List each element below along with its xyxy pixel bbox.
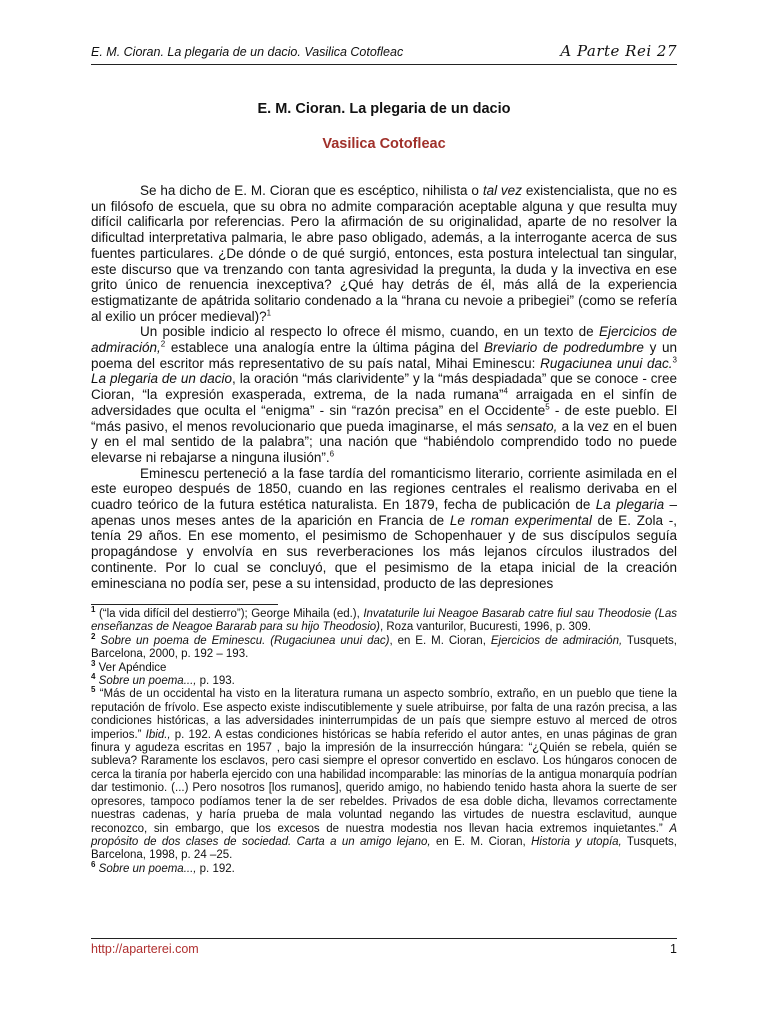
italic-run: Sobre un poema..., (98, 675, 197, 688)
text-run: existencialista, que no es un filósofo de escuela, que su obra no admite comparación aceptable alguna y que resulta muy difícil calificarla por referencias. Pero la afirmación de su originalidad, aparte de no resolver la dificultad interpretativa palmaria, le abre paso obligado, además, a la interrogante acerca de sus fuentes particulares. ¿De dónde o de qué surgió, entonces, esta postura intelectual tan singular, este discurso que va trenzando con tanta agresividad la pregunta, la duda y la invectiva en ese grito único de renuencia inexceptiva? ¿Qué hay detrás de él, más allá de la experiencia estigmatizante de apátrida solitario condenado a la “hrana cu nevoie a pribegiei” (como se refería al exilio un prócer medieval)? (91, 183, 677, 324)
italic-run: Le roman experimental (449, 512, 592, 528)
footnote-number: 3 (91, 658, 96, 668)
text-run: arraigada en el sinfín de adversidades que oculta el “enigma” - sin “razón precisa” en el Occidente (91, 387, 677, 418)
italic-run: Rugaciunea unui dac. (540, 355, 673, 371)
running-header (91, 44, 677, 65)
italic-run: A propósito de dos clases de sociedad. Carta a un amigo lejano, (91, 822, 677, 848)
footnote-3 (91, 658, 677, 675)
paragraph-2 (91, 324, 677, 465)
italic-run: Invataturile lui Neagoe Basarab catre fiul sau Theodosie (Las enseñanzas de Neagoe Bararab para su hijo Theodosio) (91, 608, 677, 634)
footnote-4 (91, 672, 677, 688)
article-author: Vasilica Cotofleac (322, 136, 446, 152)
footnote-ref-2[interactable]: 2 (160, 339, 166, 349)
text-run: Se ha dicho de E. M. Cioran que es escéptico, nihilista o (140, 183, 483, 198)
text-run: “Más de un occidental ha visto en la literatura rumana un aspecto sombrío, extraño, en un pueblo que tiene la reputación de frívolo. Ese aspecto existe indiscutiblemente y suele atribuirse, por falta de una razón precisa, a las condiciones históricas, a las adversidades ininterrumpidas de un país que siempre estuvo al merced de otros imperios.” (91, 688, 677, 741)
italic-run: Historia y utopía, (531, 835, 622, 848)
text-run: y un poema del escritor más representativo de su país natal, Mihai Eminescu: (91, 340, 677, 371)
paragraph-3 (91, 466, 677, 592)
paragraph-1 (91, 183, 677, 324)
italic-run: Ejercicios de admiración, (490, 634, 623, 647)
text-run: Eminescu perteneció a la fase tardía del romanticismo literario, corriente asimilada en el este europeo después de 1850, cuando en las regiones centrales el realismo derivaba en el cuadro teórico de la futura estética naturalista. En 1879, fecha de publicación de (91, 465, 677, 513)
running-title: E. M. Cioran. La plegaria de un dacio. Vasilica Cotofleac (91, 45, 404, 59)
text-run: establece una analogía entre la última página del (165, 340, 485, 356)
page-number: 1 (670, 942, 677, 956)
footer-url-link[interactable]: http://aparterei.com (91, 942, 199, 956)
italic-run: Breviario de podredumbre (484, 340, 644, 356)
footnote-ref-6[interactable]: 6 (329, 449, 335, 459)
italic-run: La plegaria (595, 497, 665, 513)
footnotes (91, 605, 677, 876)
text-run: Ver Apéndice (95, 661, 167, 674)
footnote-6 (91, 859, 677, 876)
italic-run: Sobre un poema de Eminescu. (Rugaciunea unui dac) (100, 634, 390, 647)
text-run: , en E. M. Cioran, (389, 634, 491, 647)
text-run: Tusquets, Barcelona, 2000, p. 192 – 193. (91, 634, 677, 661)
text-run: en E. M. Cioran, (430, 835, 532, 848)
footnote-separator (91, 604, 278, 605)
footnote-number: 6 (91, 859, 96, 869)
footnote-ref-5[interactable]: 5 (545, 402, 550, 412)
italic-run: tal vez (482, 183, 522, 198)
text-run: de E. Zola -, tenía 29 años. En ese momento, el pesimismo de Schopenhauer y de sus discípulos seguía propagándose y envolvía en sus reverberaciones los más lejanos círculos ilustrados del continente. Por lo cual se concluyó, que el pesimismo de la etapa inicial de la creación eminesciana no podía ser, pese a su intensidad, producto de las depresiones (91, 512, 677, 591)
article-body (91, 183, 677, 591)
footnote-1 (91, 605, 677, 635)
text-run: , la oración “más clarividente” y la “más despiadada” que se conoce - cree Cioran, “la expresión exasperada, extrema, de la nada rumana” (91, 371, 677, 403)
footnote-2 (91, 631, 677, 662)
italic-run: Ejercicios de admiración, (91, 324, 677, 356)
text-run: – apenas unos meses antes de la aparición en Francia de (91, 497, 678, 528)
italic-run: La plegaria de un dacio (91, 371, 233, 387)
text-run: Tusquets, Barcelona, 1998, p. 24 –25. (91, 835, 677, 862)
page-footer (91, 938, 677, 959)
footnote-ref-4[interactable]: 4 (503, 386, 508, 396)
footnote-number: 4 (91, 672, 96, 682)
text-run: p. 192. A estas condiciones históricas se había referido el autor antes, en unas páginas de gran finura y agudeza escritas en 1957 , bajo la impresión de la insurrección húngara: “¿Quién se rebela, quién se subleva? Raramente los esclavos, pero casi siempre el opresor convertido en esclavo. Los húngaros conocen de cerca la tiranía por haberla ejercido con una habilidad incomparable: las minorías de la antigua monarquía podrían dar testimonio. (...) Pero nosotros [los rumanos], querido amigo, no habiendo tenido hasta ahora la suerte de ser opresores, tampoco podíamos tener la de ser rebeldes. Privados de esa doble dicha, llevamos correctamente nuestras cadenas, y haría prueba de mala voluntad negando las virtudes de nuestra esclavitud, aunque reconozco, sin embargo, que los excesos de nuestra modestia nos llevan hacia extremos inquietantes.” (91, 728, 677, 835)
italic-run: Sobre un poema..., (98, 862, 197, 875)
journal-name: A Parte Rei 27 (560, 42, 677, 60)
italic-run: sensato, (506, 418, 558, 434)
footnote-ref-1[interactable]: 1 (266, 308, 272, 318)
text-run: - de este pueblo. El “más pasivo, el menos revolucionario que pueda imaginarse, el más (91, 402, 677, 434)
footnote-number: 5 (91, 685, 96, 695)
text-run: p. 192. (196, 862, 235, 875)
text-run: Un posible indicio al respecto lo ofrece él mismo, cuando, en un texto de (140, 324, 599, 340)
footnote-ref-3[interactable]: 3 (672, 355, 677, 365)
text-run: p. 193. (196, 675, 235, 688)
text-run: (“la vida difícil del destierro”); George Mihaila (ed.), (95, 608, 364, 620)
text-run: a la vez en el buen y en el mal sentido de la palabra”; una nación que “habiéndolo comprendido todo no puede elevarse ni rebajarse a ninguna ilusión”. (91, 418, 677, 465)
footnote-5 (91, 685, 677, 862)
footnote-number: 1 (91, 605, 96, 615)
text-run: , Roza vanturilor, Bucuresti, 1996, p. 309. (379, 621, 591, 634)
footnote-number: 2 (91, 631, 96, 641)
italic-run: Ibid., (145, 728, 171, 741)
article-title: E. M. Cioran. La plegaria de un dacio (257, 101, 511, 117)
